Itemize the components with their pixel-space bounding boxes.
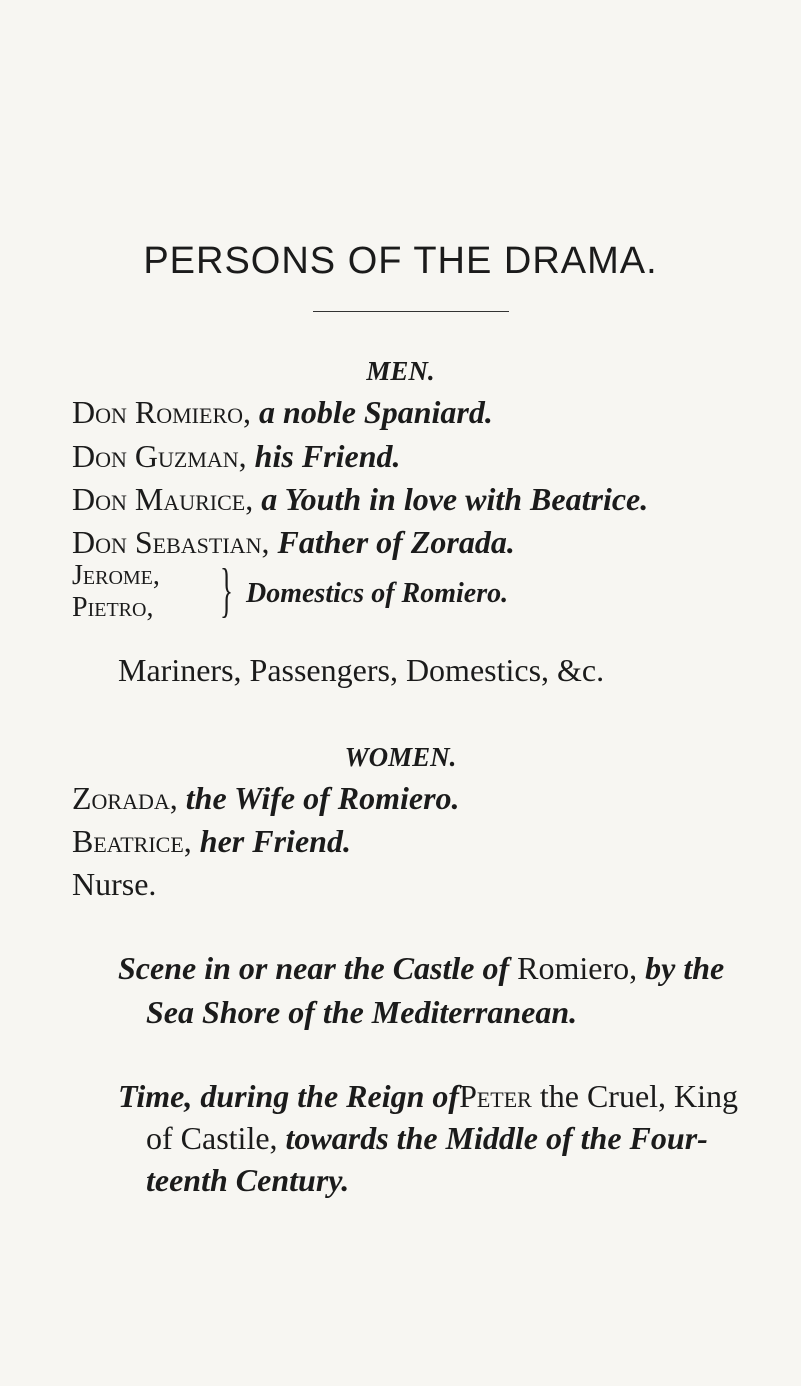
character-name: Don Sebastian,	[72, 524, 270, 560]
character-name: Pietro,	[72, 592, 154, 623]
character-description: a noble Spaniard.	[259, 394, 493, 430]
character-name: Don Guzman,	[72, 438, 247, 474]
scene-place: Romiero	[517, 950, 630, 986]
character-description: a Youth in love with Beatrice.	[261, 481, 649, 517]
cast-entry	[72, 481, 648, 518]
character-name: Jerome,	[72, 560, 160, 591]
scene-line: Sea Shore of the Mediterranean.	[146, 994, 578, 1030]
character-description: his Friend.	[254, 438, 401, 474]
scene-line: Scene in or near the Castle of Romiero, by the	[118, 950, 725, 986]
grouping-brace: }	[220, 557, 233, 623]
character-name: Don Maurice,	[72, 481, 254, 517]
time-text: towards the Middle of the Four-	[285, 1120, 708, 1156]
character-description: Father of Zorada.	[277, 524, 515, 560]
scene-text: Scene in or near the Castle of	[118, 950, 510, 986]
time-line	[118, 1078, 738, 1115]
cast-entry: Nurse.	[72, 866, 157, 902]
title-rule	[313, 311, 509, 312]
time-line	[146, 1120, 708, 1157]
women-heading: WOMEN.	[344, 742, 457, 772]
time-text: of Castile,	[146, 1120, 278, 1156]
time-text: the Cruel, King	[539, 1078, 739, 1114]
scene-text: by the	[645, 950, 725, 986]
character-name: Don Romiero,	[72, 394, 252, 430]
cast-entry	[72, 823, 351, 860]
cast-entry	[72, 780, 460, 817]
cast-entry	[72, 524, 515, 561]
character-description: the Wife of Romiero.	[185, 780, 460, 816]
page-title: PERSONS OF THE DRAMA.	[143, 240, 658, 282]
character-name: Beatrice,	[72, 823, 192, 859]
time-line: teenth Century.	[146, 1162, 350, 1198]
character-description: Domestics of Romiero.	[246, 578, 509, 609]
character-description: her Friend.	[199, 823, 351, 859]
cast-entry	[72, 438, 401, 475]
time-text: Time, during the Reign of	[118, 1078, 460, 1114]
men-heading: MEN.	[366, 356, 435, 386]
character-name: Zorada,	[72, 780, 178, 816]
minor-characters: Mariners, Passengers, Domestics, &c.	[118, 652, 605, 688]
time-name: Peter	[459, 1078, 532, 1114]
cast-entry	[72, 394, 493, 431]
